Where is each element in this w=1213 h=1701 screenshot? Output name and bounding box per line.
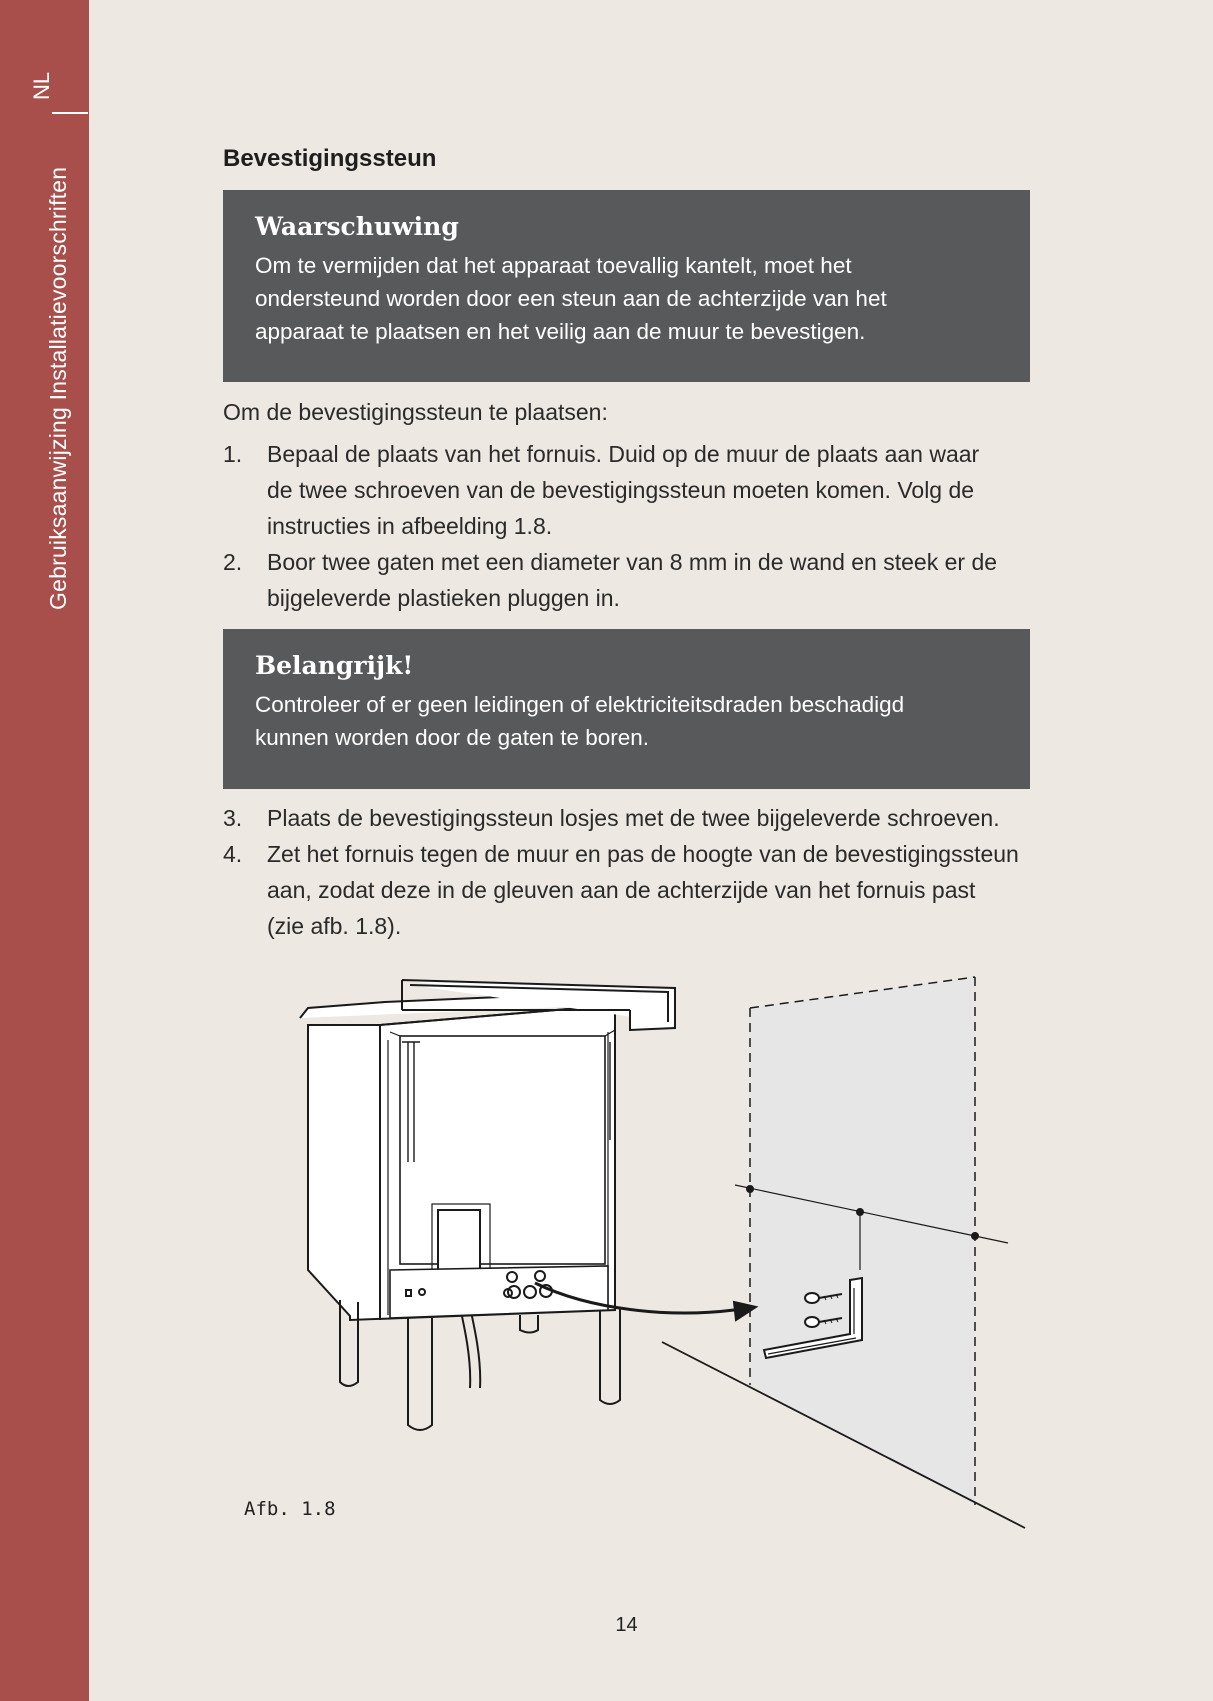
steps-list-2 xyxy=(223,800,1038,944)
step-number: 1. xyxy=(223,441,243,467)
language-label: NL xyxy=(29,71,54,100)
mark-point xyxy=(857,1209,863,1215)
warning-line: Om te vermijden dat het apparaat toevallig kantelt, moet het xyxy=(255,253,852,278)
important-line: kunnen worden door de gaten te boren. xyxy=(255,725,650,750)
list-item xyxy=(223,836,1038,944)
step-line: (zie afb. 1.8). xyxy=(267,913,402,939)
important-line: Controleer of er geen leidingen of elektriciteitsdraden beschadigd xyxy=(255,692,905,717)
warning-box xyxy=(223,190,1030,382)
terminal-box xyxy=(438,1210,480,1270)
warning-line: ondersteund worden door een steun aan de achterzijde van het xyxy=(255,286,887,311)
step-number: 4. xyxy=(223,841,243,867)
important-title: Belangrijk! xyxy=(255,651,414,680)
warning-title: Waarschuwing xyxy=(255,212,459,241)
figure-caption: Afb. 1.8 xyxy=(244,1498,336,1520)
stove-leg xyxy=(600,1308,620,1404)
stove-leg xyxy=(408,1318,432,1430)
step-line: aan, zodat deze in de gleuven aan de achterzijde van het fornuis past xyxy=(267,877,976,903)
step-line: instructies in afbeelding 1.8. xyxy=(267,513,553,539)
step-line: bijgeleverde plastieken pluggen in. xyxy=(267,585,620,611)
stove-wall-bracket-illustration xyxy=(290,970,1030,1530)
section-heading: Bevestigingssteun xyxy=(223,145,437,172)
step-line: Plaats de bevestigingssteun losjes met de twee bijgeleverde schroeven. xyxy=(267,805,1000,831)
step-line: de twee schroeven van de bevestigingssteun moeten komen. Volg de xyxy=(267,477,975,503)
sidebar-divider xyxy=(52,112,88,114)
mark-point xyxy=(747,1186,753,1192)
warning-line: apparaat te plaatsen en het veilig aan de muur te bevestigen. xyxy=(255,319,866,344)
important-box xyxy=(223,629,1030,789)
document-title: Gebruiksaanwijzing Installatievoorschriften xyxy=(45,166,71,610)
list-item xyxy=(223,436,1038,544)
step-number: 2. xyxy=(223,549,243,575)
step-line: Bepaal de plaats van het fornuis. Duid op de muur de plaats aan waar xyxy=(267,441,980,467)
sidebar xyxy=(0,0,89,1701)
intro-text: Om de bevestigingssteun te plaatsen: xyxy=(223,399,608,425)
mark-point xyxy=(972,1233,978,1239)
page-number: 14 xyxy=(615,1614,638,1636)
list-item xyxy=(223,544,1038,616)
list-item xyxy=(223,800,1038,836)
step-line: Zet het fornuis tegen de muur en pas de hoogte van de bevestigingssteun xyxy=(267,841,1019,867)
steps-list-1 xyxy=(223,436,1038,616)
important-body xyxy=(255,688,998,754)
step-line: Boor twee gaten met een diameter van 8 mm in de wand en steek er de xyxy=(267,549,998,575)
wall-panel xyxy=(750,977,975,1505)
step-number: 3. xyxy=(223,805,243,831)
warning-body xyxy=(255,249,998,348)
